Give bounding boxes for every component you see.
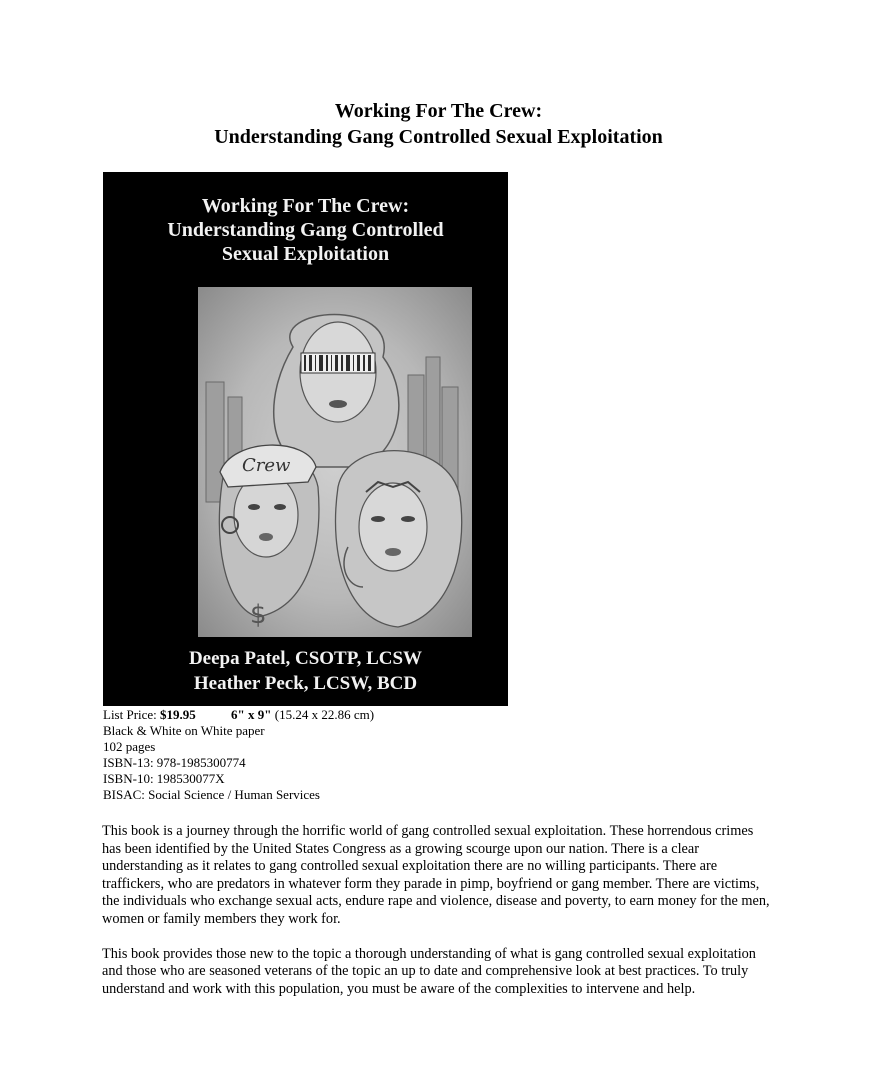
svg-text:$: $ <box>250 600 267 630</box>
list-price-label: List Price: <box>103 707 157 722</box>
book-specs <box>103 707 374 803</box>
list-price-value: $19.95 <box>160 707 196 722</box>
price-size-row <box>103 707 374 723</box>
cover-author: Deepa Patel, CSOTP, LCSW <box>188 648 423 669</box>
description-paragraph: This book is a journey through the horrific world of gang controlled sexual exploitation. These horrendous crimes has been identified by the United States Congress as a growing scourge upon our nation. There is a clear understanding as it relates to gang controlled sexual exploitation there are no willing participants. There are traffickers, who are predators in whatever form they parade in pimp, boyfriend or gang member. There are victims, the individuals who exchange sexual acts, endure rape and violence, disease and poverty, to earn money for the men, women or family members they work for. <box>102 823 770 927</box>
isbn-10: ISBN-10: 198530077X <box>103 771 225 786</box>
cover-title <box>103 194 508 266</box>
cover-illustration <box>198 287 472 637</box>
paper-type: Black & White on White paper <box>103 723 265 738</box>
cover-author: Heather Peck, LCSW, BCD <box>193 673 418 694</box>
page-title <box>0 98 877 150</box>
title-line-1: Working For The Crew: <box>334 100 543 122</box>
cover-authors <box>103 646 508 696</box>
cap-text: Crew <box>242 455 291 476</box>
book-cover-image <box>103 172 508 706</box>
description-paragraph: This book provides those new to the topic a thorough understanding of what is gang controlled sexual exploitation and those who are seasoned veterans of the topic an up to date and comprehensive look at best practices. To truly understand and work with this population, you must be aware of the complexities to intervene and help. <box>102 945 756 997</box>
title-line-2: Understanding Gang Controlled Sexual Exploitation <box>214 126 663 148</box>
isbn-13: ISBN-13: 978-1985300774 <box>103 755 246 770</box>
trim-size-metric: (15.24 x 22.86 cm) <box>274 707 375 722</box>
cover-title-line: Sexual Exploitation <box>221 243 390 265</box>
book-description <box>102 823 774 1015</box>
cover-title-line: Working For The Crew: <box>201 195 410 217</box>
page-count: 102 pages <box>103 739 156 754</box>
trim-size <box>231 707 374 722</box>
cover-title-line: Understanding Gang Controlled <box>167 219 444 241</box>
trim-size-value: 6" x 9" <box>231 707 272 722</box>
bisac-category: BISAC: Social Science / Human Services <box>103 787 320 802</box>
